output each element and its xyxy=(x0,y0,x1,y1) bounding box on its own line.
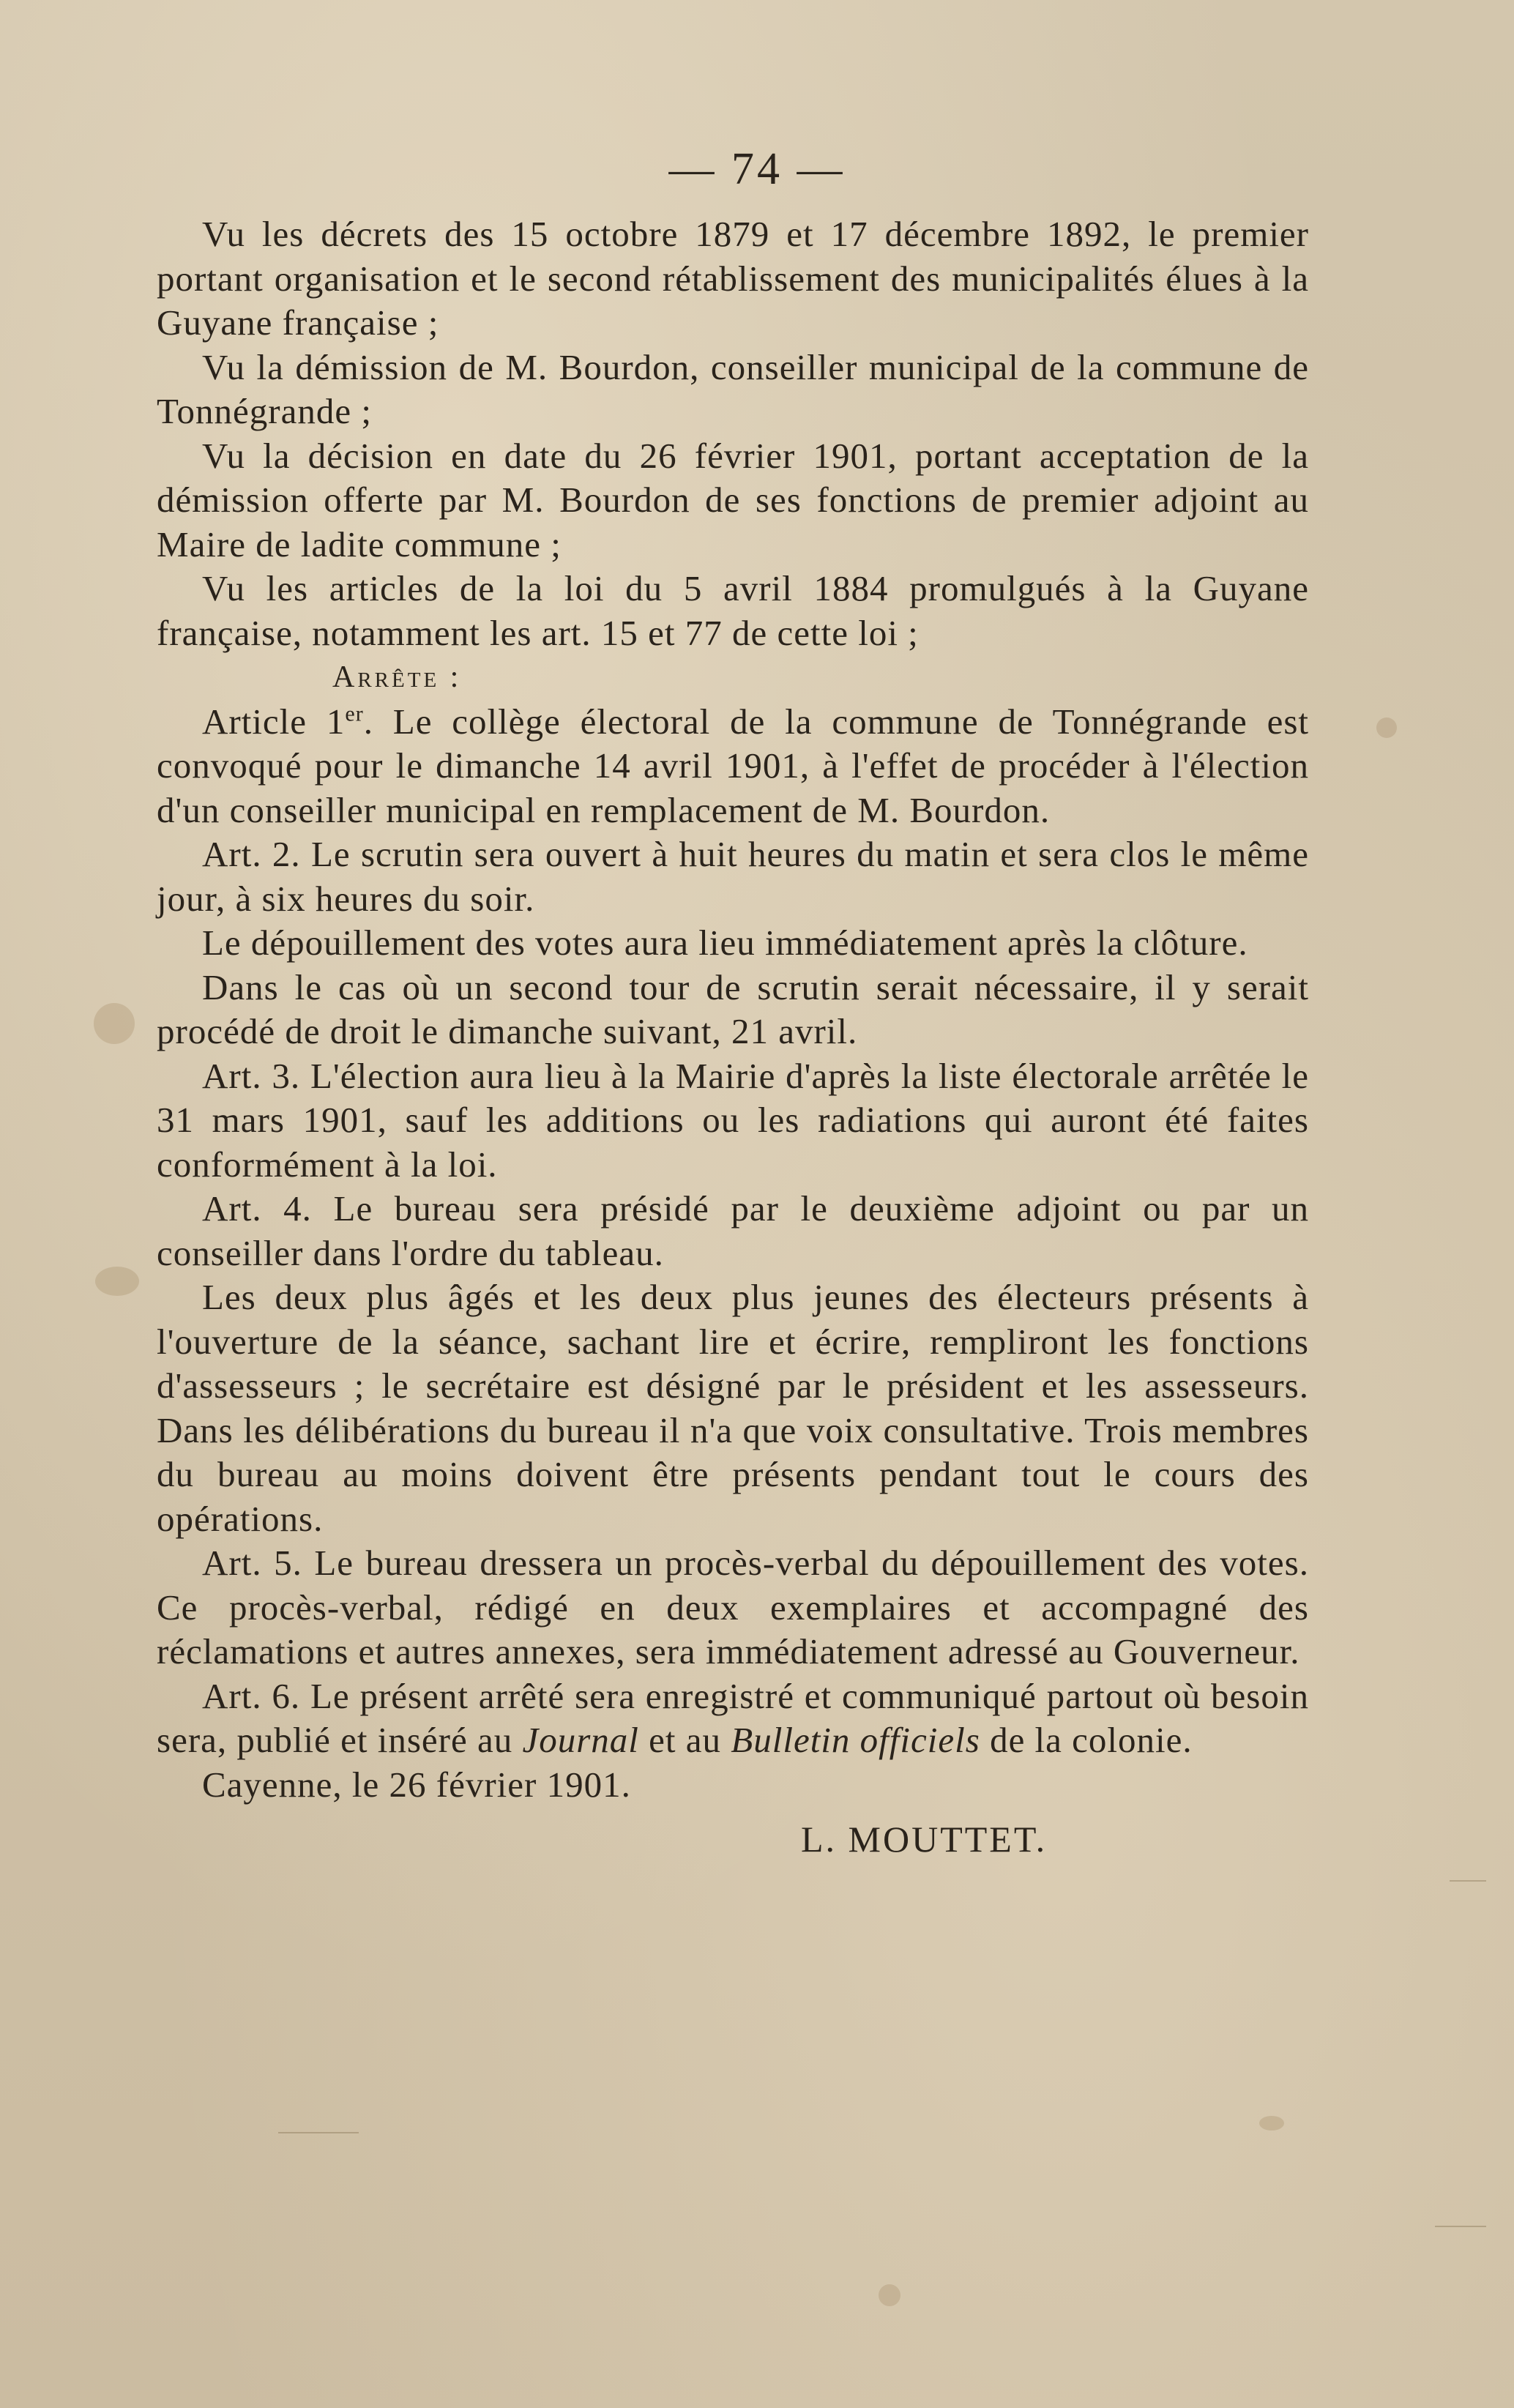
foxing-spot xyxy=(879,2284,900,2306)
foxing-spot xyxy=(94,1003,135,1044)
document-body xyxy=(157,212,1309,1862)
paragraph: Vu les décrets des 15 octobre 1879 et 17 décembre 1892, le premier portant organisation et le second rétablissement des municipalités élues à la Guyane française ; xyxy=(157,214,1309,343)
foxing-spot xyxy=(1259,2116,1284,2131)
paragraph: Vu les articles de la loi du 5 avril 1884 promulgués à la Guyane française, notamment les art. 15 et 77 de cette loi ; xyxy=(157,568,1309,653)
article-1 xyxy=(157,700,1309,833)
bleed-through-mark xyxy=(278,2132,359,2133)
arrete-heading: Arrête : xyxy=(332,660,462,694)
article-1-superscript: er xyxy=(345,701,364,726)
paragraph: Vu la décision en date du 26 février 1901, portant acceptation de la démission offerte par M. Bourdon de ses fonctions de premier adjoint au Maire de ladite commune ; xyxy=(157,435,1309,564)
article-paragraph: Dans le cas où un second tour de scrutin serait nécessaire, il y serait procédé de droit le dimanche suivant, 21 avril. xyxy=(157,966,1309,1051)
article-1-text: . Le collège électoral de la commune de Tonnégrande est convoqué pour le dimanche 14 avril 1901, à l'effet de procéder à l'élection d'un conseiller municipal en remplacement de M. Bourdon. xyxy=(157,701,1309,830)
bleed-through-mark xyxy=(1435,2226,1486,2227)
article-6-text: de la colonie. xyxy=(980,1720,1193,1760)
article-paragraph: Art. 5. Le bureau dressera un procès-verbal du dépouillement des votes. Ce procès-verbal, rédigé en deux exemplaires et accompagné des réclamations et autres annexes, sera immédiatement adressé au Gouverneur. xyxy=(157,1543,1309,1671)
foxing-spot xyxy=(1376,717,1397,738)
place-and-date: Cayenne, le 26 février 1901. xyxy=(202,1764,631,1805)
article-6-text: et au xyxy=(638,1720,731,1760)
page-number: — 74 — xyxy=(668,144,846,194)
paragraph: Vu la démission de M. Bourdon, conseiller municipal de la commune de Tonnégrande ; xyxy=(157,346,1309,431)
article-6-text: Art. 6. Le présent arrêté sera enregistré et communiqué partout où besoin sera, publié et inséré au xyxy=(157,1675,1309,1760)
article-6 xyxy=(157,1674,1309,1763)
article-paragraph: Art. 3. L'élection aura lieu à la Mairie d'après la liste électorale arrêtée le 31 mars 1901, sauf les additions ou les radiations qui auront été faites conformément à la loi. xyxy=(157,1055,1309,1185)
article-paragraph: Art. 2. Le scrutin sera ouvert à huit heures du matin et sera clos le même jour, à six heures du soir. xyxy=(157,834,1309,919)
article-1-lead: Article 1 xyxy=(202,701,346,742)
journal-title: Journal xyxy=(522,1720,639,1760)
article-paragraph: Art. 4. Le bureau sera présidé par le deuxième adjoint ou par un conseiller dans l'ordre du tableau. xyxy=(157,1188,1309,1273)
signature: L. MOUTTET. xyxy=(801,1819,1048,1860)
foxing-spot xyxy=(95,1267,139,1296)
bulletin-title: Bulletin officiels xyxy=(731,1720,980,1760)
article-paragraph: Le dépouillement des votes aura lieu immédiatement après la clôture. xyxy=(202,922,1248,963)
bleed-through-mark xyxy=(1450,1880,1486,1882)
article-paragraph: Les deux plus âgés et les deux plus jeunes des électeurs présents à l'ouverture de la séance, sachant lire et écrire, rempliront les fonctions d'assesseurs ; le secrétaire est désigné par le président et les assesseurs. Dans les délibérations du bureau il n'a que voix consultative. Trois membres du bureau au moins doivent être présents pendant tout le cours des opérations. xyxy=(157,1277,1309,1539)
